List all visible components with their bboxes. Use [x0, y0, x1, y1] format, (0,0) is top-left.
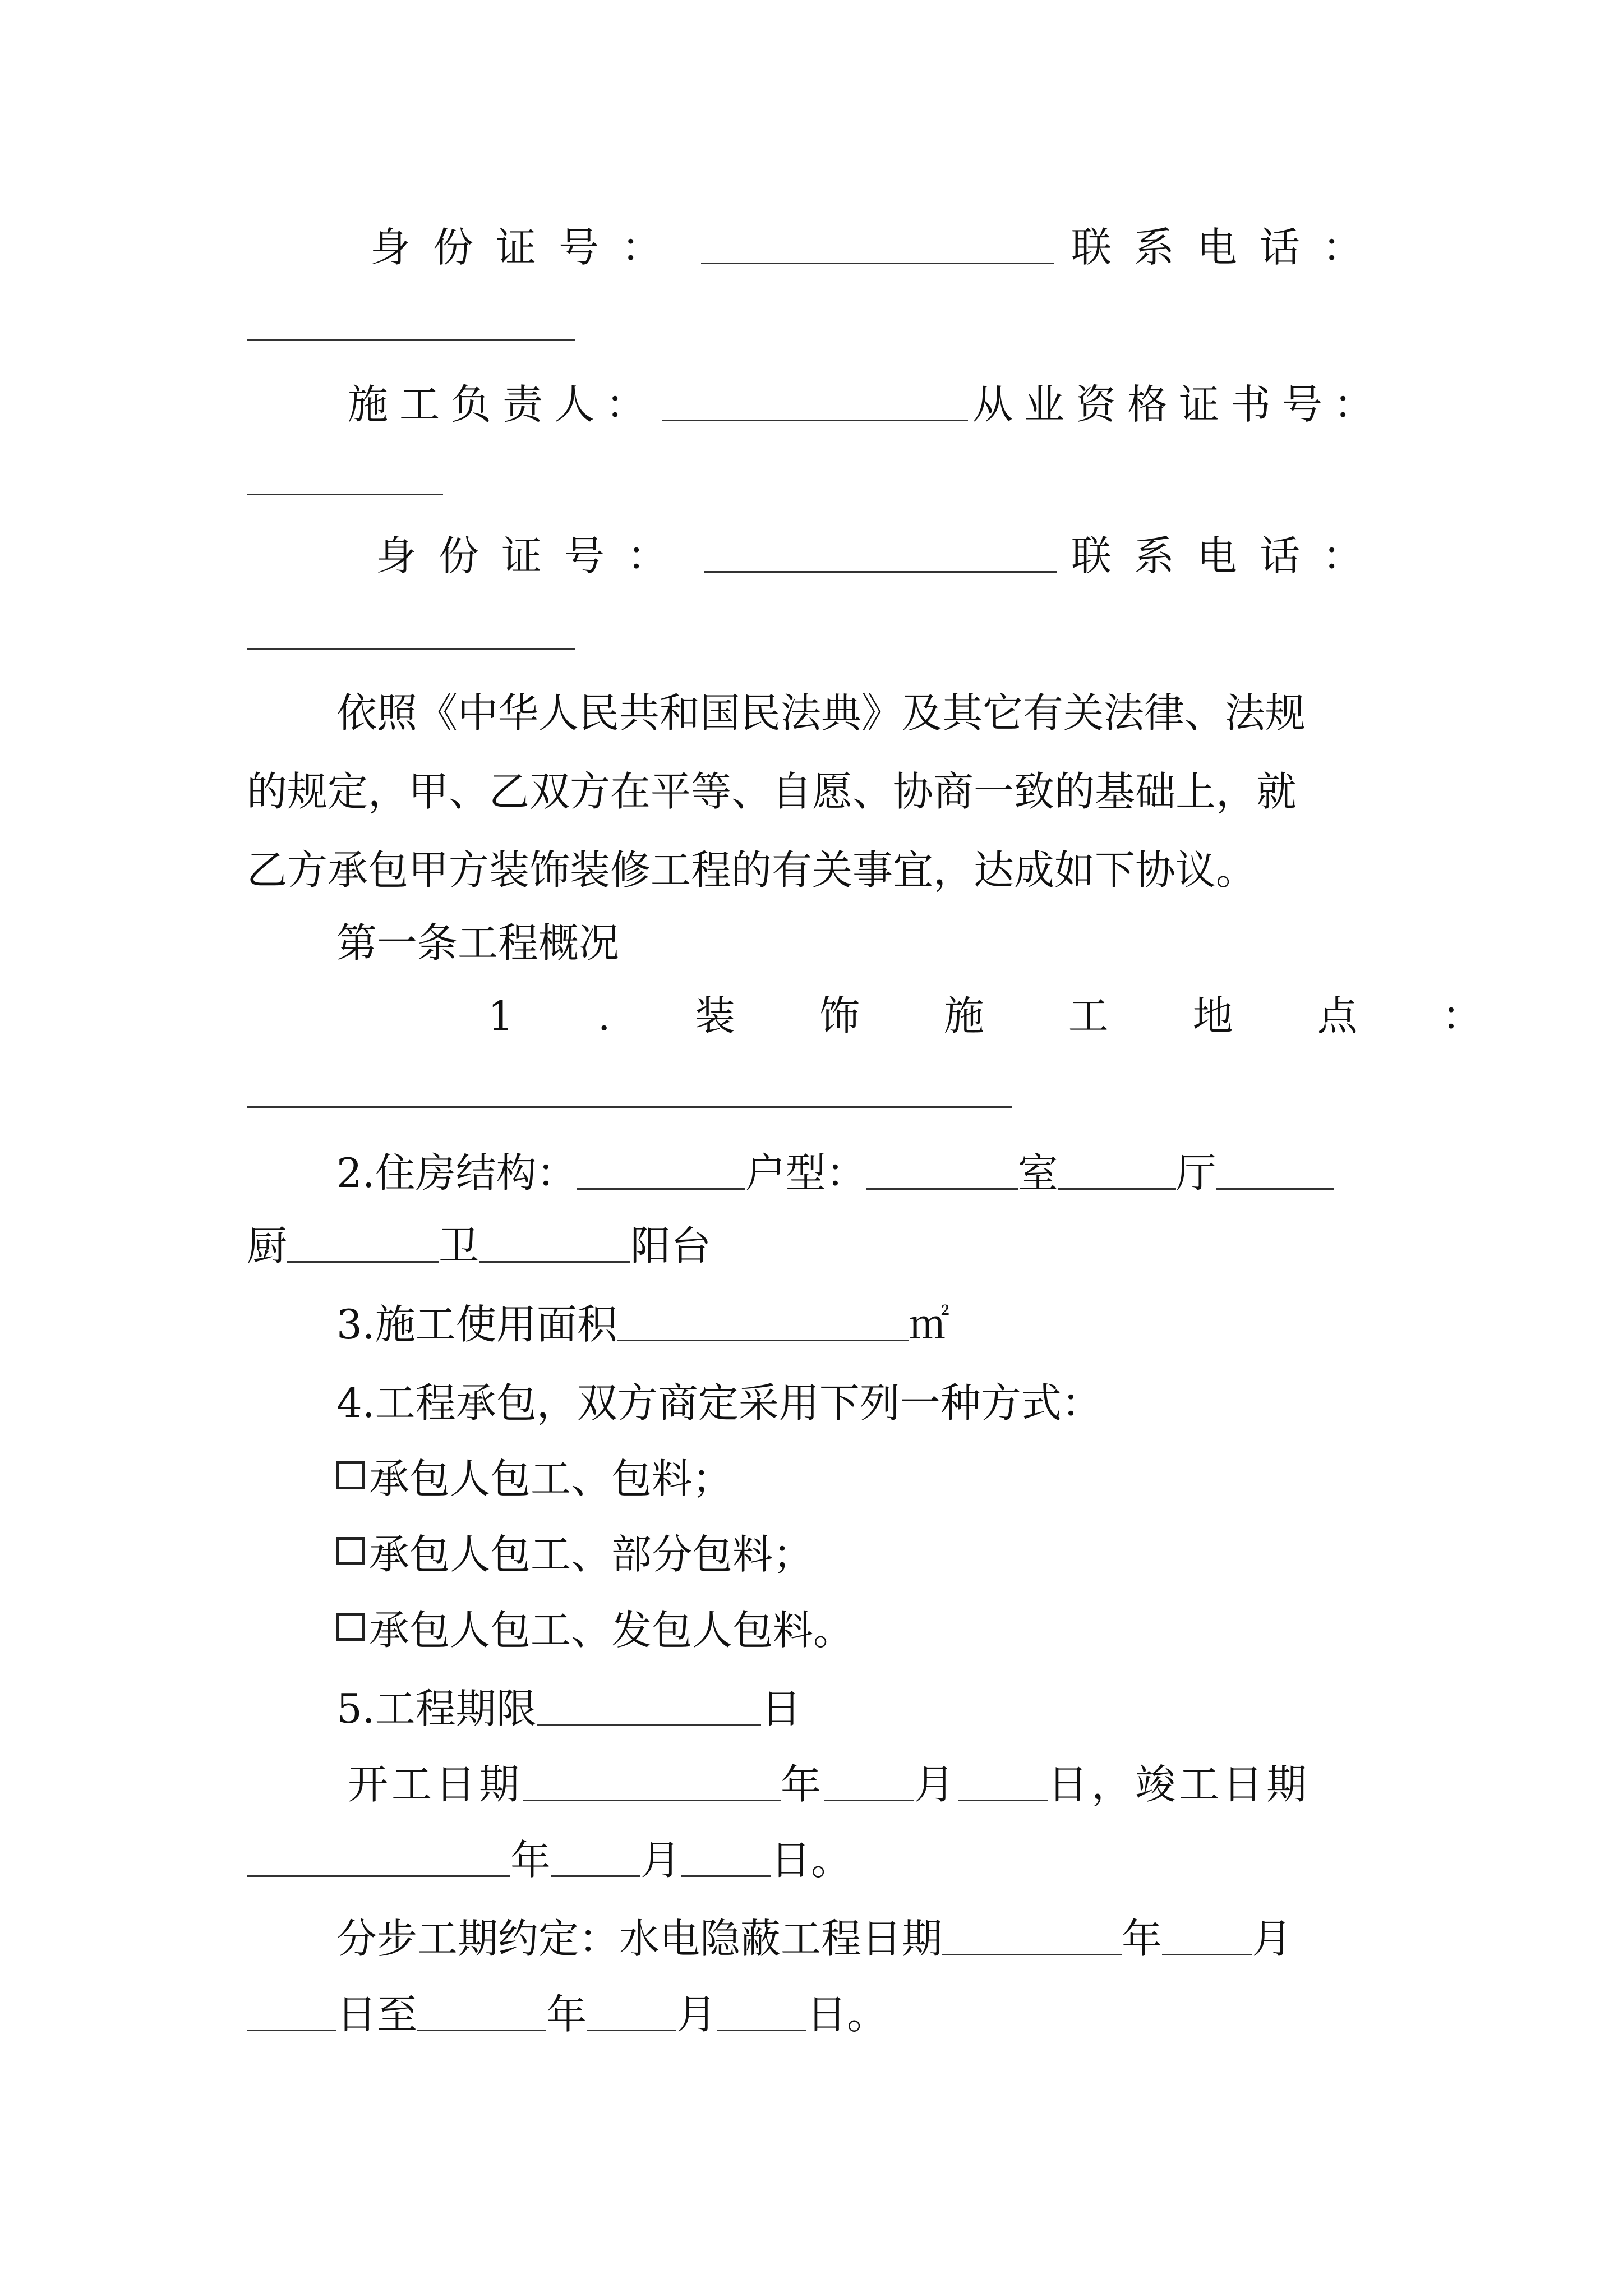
layout-label: 户型：	[745, 1149, 866, 1197]
id-number-label: 身份证号：	[370, 224, 685, 271]
item3-row	[336, 1279, 1385, 1363]
site-address-blank[interactable]	[247, 1106, 1012, 1108]
bath-label: 卫	[439, 1222, 479, 1269]
room-label: 室	[1017, 1149, 1058, 1197]
para-text-1: 依照《中华人民共和国民法典》及其它有关法律、法规	[336, 689, 1306, 737]
option-row-3	[336, 1585, 1385, 1669]
stage-to-label: 日至	[336, 1991, 418, 2038]
manager-row	[348, 359, 1385, 443]
stage-end-month-label: 月	[676, 1991, 717, 2038]
stage-row-2	[247, 1969, 1385, 2053]
start-month-blank[interactable]	[824, 1799, 914, 1801]
article-1-title: 第一条工程概况	[336, 919, 620, 967]
end-month-label: 月	[640, 1837, 681, 1884]
checkbox-2[interactable]	[336, 1537, 365, 1565]
manager-blank[interactable]	[662, 419, 968, 421]
room-blank[interactable]	[866, 1188, 1018, 1190]
stage-end-day-label: 日。	[806, 1991, 888, 2038]
stage-year-blank[interactable]	[942, 1953, 1122, 1955]
article-1-heading	[336, 898, 1385, 982]
option-3-label: 承包人包工、发包人包料。	[369, 1607, 854, 1654]
stage-row	[336, 1893, 1385, 1977]
end-day-blank[interactable]	[681, 1875, 771, 1877]
stage-month-blank[interactable]	[1162, 1953, 1252, 1955]
checkbox-1[interactable]	[336, 1461, 365, 1489]
item1-label: 1.装饰施工地点：	[488, 992, 1566, 1039]
phone-label: 联系电话：	[1071, 224, 1385, 271]
contract-mode-label: 4.工程承包，双方商定采用下列一种方式：	[336, 1379, 1102, 1427]
stage-day-blank[interactable]	[247, 2029, 336, 2031]
kitchen-blank[interactable]	[1216, 1188, 1334, 1190]
id-number-blank-2[interactable]	[704, 570, 1057, 573]
option-1-label: 承包人包工、包料；	[369, 1455, 733, 1502]
duration-blank[interactable]	[537, 1723, 761, 1726]
phone-blank-2[interactable]	[247, 648, 575, 650]
phone-label-2: 联系电话：	[1071, 532, 1385, 579]
stage-year-label: 年	[1122, 1915, 1163, 1962]
item2-row-2	[247, 1200, 1385, 1285]
item4-row	[336, 1358, 1385, 1442]
option-row-1	[336, 1433, 1385, 1517]
id-number-blank[interactable]	[701, 262, 1054, 264]
balcony-label: 阳台	[630, 1222, 712, 1269]
start-year-label: 年	[781, 1761, 825, 1808]
cert-label: 从业资格证书号：	[972, 381, 1385, 428]
structure-blank[interactable]	[577, 1188, 745, 1190]
start-year-blank[interactable]	[523, 1799, 781, 1801]
cert-blank[interactable]	[247, 494, 443, 495]
end-year-label: 年	[510, 1837, 551, 1884]
duration-unit: 日	[760, 1685, 801, 1732]
para-line-3	[247, 825, 1385, 909]
end-date-label: 日，竣工日期	[1048, 1761, 1311, 1808]
item1-row	[488, 970, 1566, 1055]
kitchen-label: 厨	[247, 1222, 288, 1269]
hall-label: 厅	[1175, 1149, 1216, 1197]
phone-blank-1[interactable]	[247, 339, 575, 341]
end-year-blank[interactable]	[247, 1875, 510, 1877]
start-date-label: 开工日期	[348, 1761, 523, 1808]
area-label: 3.施工使用面积	[336, 1301, 617, 1348]
stage-end-day-blank[interactable]	[717, 2029, 806, 2031]
area-unit: ㎡	[909, 1301, 949, 1348]
start-month-label: 月	[914, 1761, 958, 1808]
end-month-blank[interactable]	[551, 1875, 640, 1877]
para-line-1	[336, 668, 1385, 752]
end-date-row	[247, 1815, 1385, 1899]
para-line-2	[247, 746, 1385, 830]
start-day-blank[interactable]	[958, 1799, 1048, 1801]
stage-end-year-blank[interactable]	[417, 2029, 546, 2031]
manager-label: 施工负责人：	[348, 381, 658, 428]
hall-blank[interactable]	[1058, 1188, 1176, 1190]
option-2-label: 承包人包工、部分包料；	[369, 1531, 814, 1578]
duration-label: 5.工程期限	[336, 1685, 537, 1732]
stage-month-label: 月	[1252, 1915, 1293, 1962]
stage-end-year-label: 年	[546, 1991, 587, 2038]
bath-blank[interactable]	[287, 1260, 439, 1263]
stage-label: 分步工期约定：水电隐蔽工程日期	[336, 1915, 943, 1962]
id-phone-row-2	[376, 510, 1385, 595]
structure-label: 2.住房结构：	[336, 1149, 577, 1197]
item2-row	[336, 1128, 1385, 1212]
checkbox-3[interactable]	[336, 1613, 365, 1641]
para-text-2: 的规定，甲、乙双方在平等、自愿、协商一致的基础上，就	[247, 768, 1297, 815]
para-text-3: 乙方承包甲方装饰装修工程的有关事宜，达成如下协议。	[247, 846, 1257, 894]
stage-end-month-blank[interactable]	[587, 2029, 676, 2031]
id-phone-row-1	[370, 202, 1385, 286]
id-number-label-2: 身份证号：	[376, 532, 690, 579]
item5-row	[336, 1663, 1385, 1747]
balcony-blank[interactable]	[479, 1260, 630, 1263]
option-row-2	[336, 1509, 1385, 1593]
start-date-row	[348, 1739, 1385, 1823]
area-blank[interactable]	[617, 1339, 909, 1341]
end-day-label: 日。	[771, 1837, 852, 1884]
